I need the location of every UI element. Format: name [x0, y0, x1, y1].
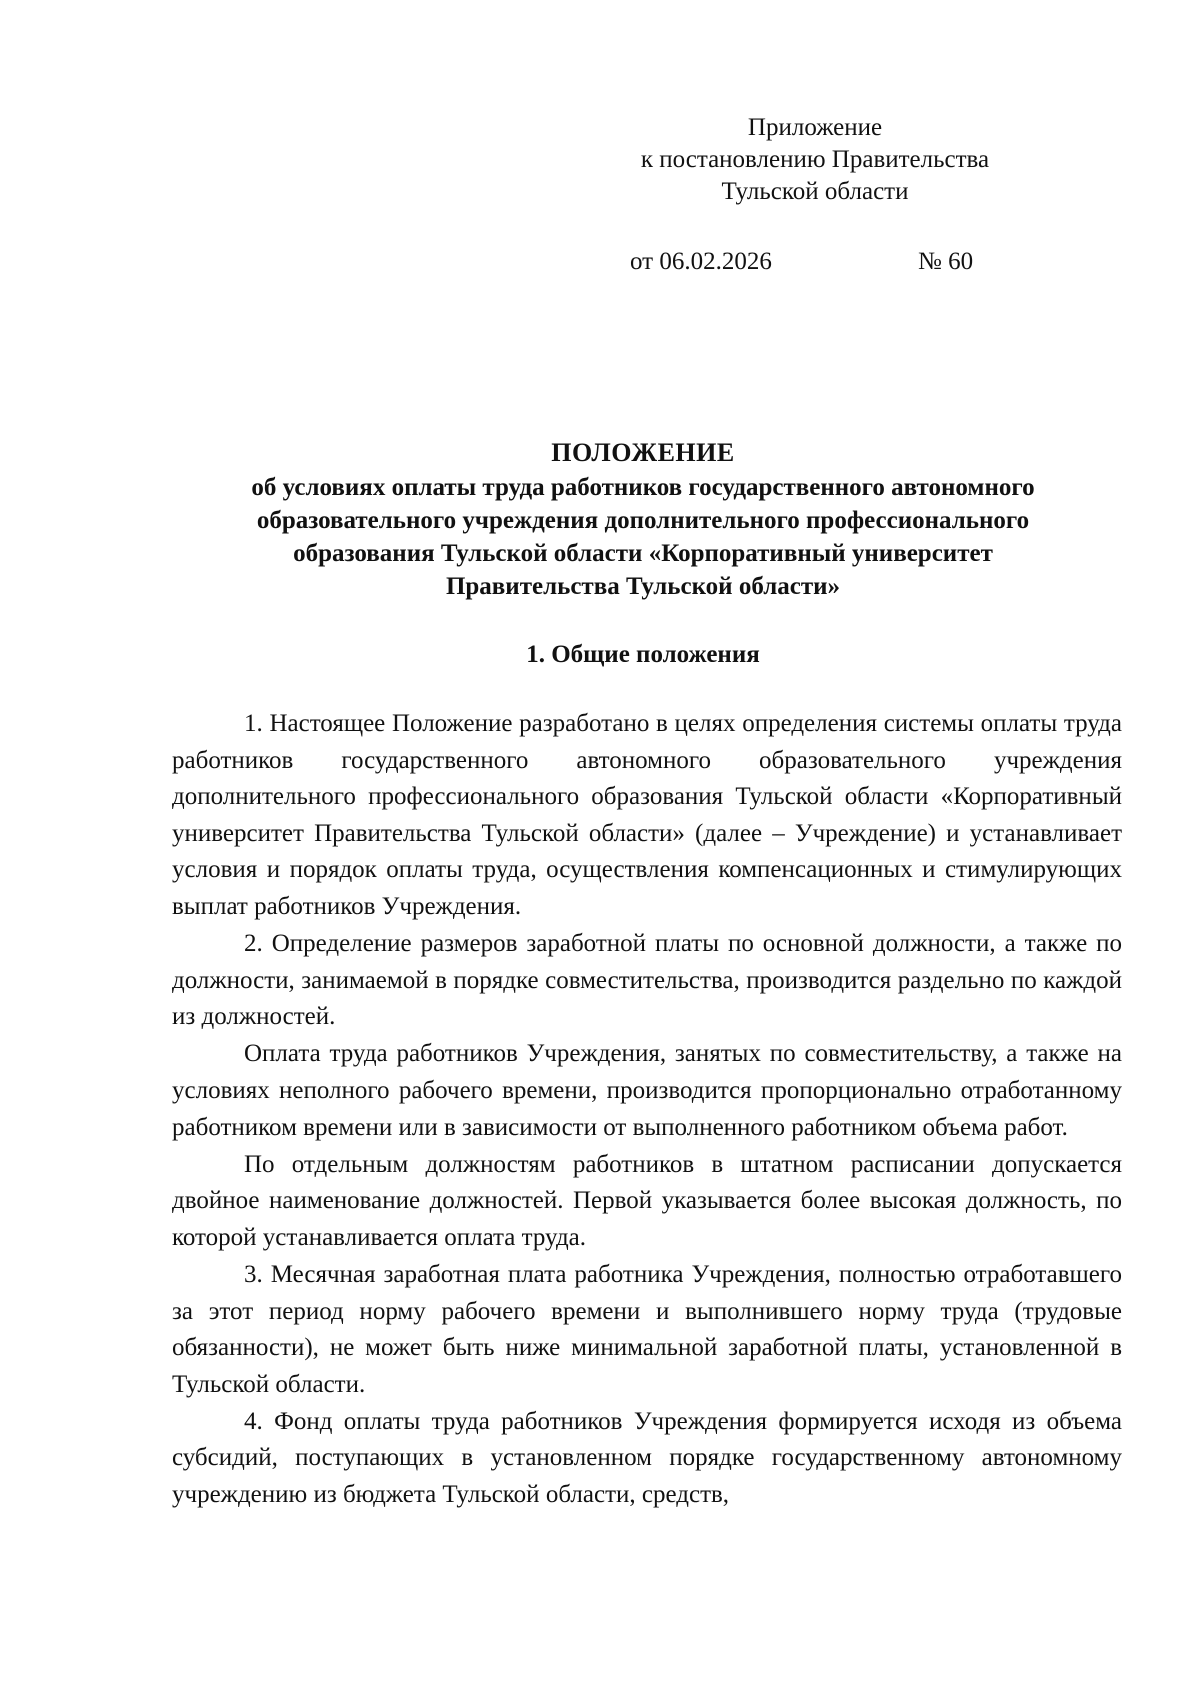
paragraph: 1. Настоящее Положение разработано в целях определения системы оплаты труда работников государственного автономного образовательного учреждения дополнительного профессионального образования Тульской области «Корпоративный университет Правительства Тульской области» (далее – Учреждение) и устанавливает условия и порядок оплаты труда, осуществления компенсационных и стимулирующих выплат работников Учреждения. [172, 710, 1122, 920]
paragraph: По отдельным должностям работников в штатном расписании допускается двойное наименование должностей. Первой указывается более высокая должность, по которой устанавливается оплата труда. [172, 1150, 1122, 1251]
subtitle-line: об условиях оплаты труда работников государственного автономного [251, 474, 1035, 501]
document-number: № 60 [918, 248, 974, 275]
appendix-note [600, 112, 1030, 208]
subtitle-line: образования Тульской области «Корпоративный университет [293, 540, 993, 567]
section-heading: 1. Общие положения [526, 641, 760, 668]
paragraph: 2. Определение размеров заработной платы по основной должности, а также по должности, занимаемой в порядке совместительства, производится раздельно по каждой из должностей. [172, 930, 1122, 1031]
document-title: ПОЛОЖЕНИЕ [551, 438, 735, 467]
paragraph: 3. Месячная заработная плата работника Учреждения, полностью отработавшего за этот период норму рабочего времени и выполнившего норму труда (трудовые обязанности), не может быть ниже минимальной заработной платы, установленной в Тульской области. [172, 1260, 1122, 1398]
document-date: от 06.02.2026 [630, 248, 772, 275]
subtitle-line: Правительства Тульской области» [445, 573, 841, 600]
appendix-line-3: Тульской области [721, 178, 909, 205]
subtitle-line: образовательного учреждения дополнительного профессионального [256, 507, 1030, 534]
document-subtitle [160, 471, 1126, 603]
paragraph: 4. Фонд оплаты труда работников Учреждения формируется исходя из объема субсидий, поступающих в установленном порядке государственному автономному учреждению из бюджета Тульской области, средств, [172, 1407, 1122, 1508]
appendix-line-1: Приложение [747, 114, 883, 141]
appendix-line-2: к постановлению Правительства [640, 146, 990, 173]
title-block [160, 435, 1126, 603]
paragraph: Оплата труда работников Учреждения, занятых по совместительству, а также на условиях неполного рабочего времени, производится пропорционально отработанному работником времени или в зависимости от выполненного работником объема работ. [172, 1040, 1122, 1141]
body-text [172, 706, 1122, 1514]
